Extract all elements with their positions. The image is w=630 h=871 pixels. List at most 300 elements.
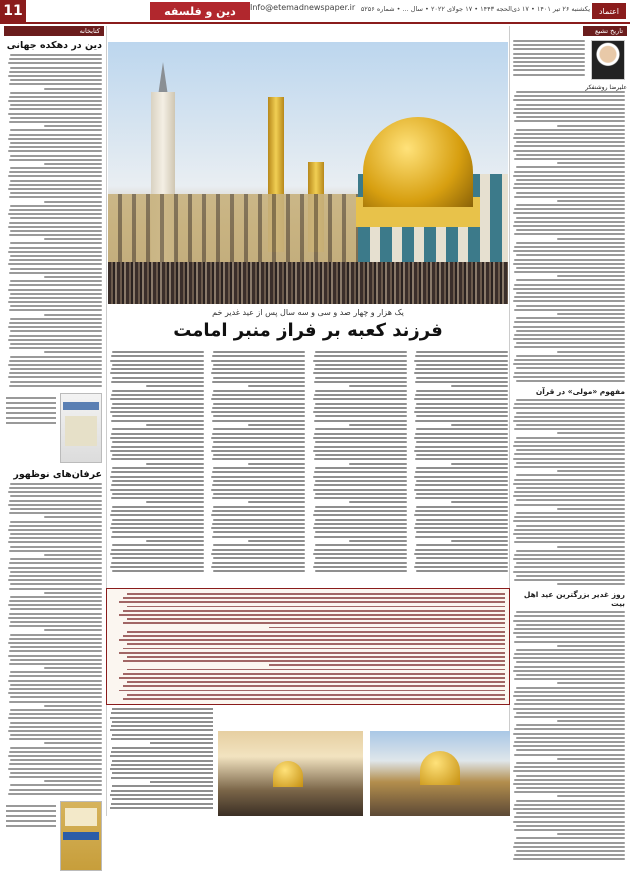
text-line [10,747,102,749]
text-line [513,745,625,747]
text-line [8,251,102,253]
text-line [111,562,204,564]
right-body-3 [509,611,627,860]
text-line [8,376,102,378]
text-line [212,394,305,396]
text-line [146,424,203,426]
text-line [10,268,102,270]
text-line [8,642,102,644]
text-line [110,807,213,809]
text-line [313,372,407,374]
headline: فرزند کعبه بر فراز منبر امامت [173,320,443,341]
text-line [516,724,625,726]
text-line [416,377,508,379]
text-line [10,558,102,560]
text-line [414,527,508,529]
crowd-photo [370,731,510,816]
highlight-box [106,588,510,705]
text-line [10,255,102,257]
text-line [112,454,204,456]
text-line [8,62,102,64]
text-line [315,415,407,417]
text-line [112,798,213,800]
text-line [414,437,508,439]
text-line [123,648,505,650]
text-line [514,842,625,844]
text-line [9,196,102,198]
text-line [112,403,204,405]
text-line [414,553,508,555]
text-line [10,318,102,320]
text-line [516,192,625,194]
text-line [315,454,407,456]
text-line [44,351,102,353]
text-line [110,553,204,555]
text-line [9,726,102,728]
text-line [514,246,625,248]
text-line [213,377,305,379]
text-line [557,645,625,647]
text-line [212,420,305,422]
text-line [211,489,305,491]
text-line [8,768,102,770]
text-line [415,420,508,422]
text-line [516,367,625,369]
text-line [119,639,505,641]
text-line [516,762,625,764]
text-line [514,321,625,323]
text-line [10,734,102,736]
text-line [315,557,407,559]
text-line [9,134,102,136]
text-line [514,271,625,273]
text-line [313,476,407,478]
text-line [9,58,102,60]
text-line [514,579,625,581]
text-line [10,67,102,69]
text-line [513,695,625,697]
text-line [9,222,102,224]
text-line [111,738,213,740]
text-line [10,508,102,510]
text-line [8,717,102,719]
text-line [127,656,505,658]
right-column [509,26,627,816]
text-line [314,381,407,383]
text-line [8,150,102,152]
text-line [111,536,204,538]
text-line [248,501,305,503]
text-line [516,800,625,802]
intro-text [511,40,587,80]
text-line [112,772,213,774]
text-line [514,466,625,468]
text-line [315,351,407,353]
text-line [415,433,508,435]
text-line [513,533,625,535]
text-line [9,360,102,362]
text-line [513,175,625,177]
text-line [123,673,505,675]
text-line [513,300,625,302]
text-line [557,162,625,164]
text-line [8,75,102,77]
text-line [516,229,625,231]
text-line [513,112,625,114]
text-line [8,175,102,177]
text-line [9,385,102,387]
text-line [514,854,625,856]
text-line [10,759,102,761]
text-line [9,625,102,627]
text-line [10,280,102,282]
book-cover-image [60,393,102,463]
text-line [8,793,102,795]
text-line [513,338,625,340]
text-line [110,566,204,568]
text-line [8,188,102,190]
text-line [44,742,102,744]
text-line [414,450,508,452]
text-line [213,364,305,366]
text-line [514,95,625,97]
page-number: 11 [0,0,26,22]
text-line [416,480,508,482]
text-line [314,446,407,448]
text-line [415,523,508,525]
text-line [514,541,625,543]
text-line [44,163,102,165]
text-line [111,777,213,779]
text-line [119,614,505,616]
text-line [213,519,305,521]
text-line [213,467,305,469]
text-line [10,92,102,94]
right-body-2 [509,399,627,585]
text-line [10,205,102,207]
text-line [513,445,625,447]
book-info [6,393,56,463]
text-line [10,104,102,106]
text-line [314,536,407,538]
text-line [110,729,213,731]
text-line [112,557,204,559]
text-line [8,326,102,328]
text-line [9,347,102,349]
text-line [10,722,102,724]
text-line [212,484,305,486]
text-line [314,394,407,396]
text-line [314,368,407,370]
text-line [211,450,305,452]
text-line [514,653,625,655]
text-line [10,684,102,686]
text-line [10,242,102,244]
text-line [516,462,625,464]
text-line [127,681,505,683]
text-line [557,720,625,722]
text-line [8,289,102,291]
text-line [513,520,625,522]
text-column [311,351,407,586]
text-line [514,703,625,705]
text-line [513,821,625,823]
text-line [349,463,406,465]
text-line [313,553,407,555]
text-line [513,808,625,810]
text-line [451,424,508,426]
text-line [9,259,102,261]
text-line [112,377,204,379]
text-line [514,491,625,493]
text-line [315,506,407,508]
text-line [516,550,625,552]
text-line [146,385,203,387]
text-line [212,433,305,435]
text-line [9,600,102,602]
text-line [315,403,407,405]
text-line [9,322,102,324]
text-line [514,516,625,518]
text-line [112,493,204,495]
text-line [414,411,508,413]
text-line [314,497,407,499]
text-line [514,145,625,147]
text-line [10,129,102,131]
text-line [9,575,102,577]
text-line [111,484,204,486]
text-line [513,632,625,634]
text-line [111,523,204,525]
text-line [8,617,102,619]
history-tag: تاریخ تشیع [583,26,627,36]
text-line [10,696,102,698]
text-line [514,133,625,135]
text-line [9,335,102,337]
dateline: یکشنبه ۲۶ تیر ۱۴۰۱ • ۱۷ ذی‌الحجه ۱۴۴۳ • ۱۷ جولای ۲۰۲۲ • سال ... • شماره ۵۲۵۶ [360,5,590,13]
text-line [44,314,102,316]
text-line [110,372,204,374]
text-line [557,470,625,472]
text-line [516,424,625,426]
text-line [111,803,213,805]
text-line [9,272,102,274]
text-line [416,415,508,417]
text-line [516,242,625,244]
text-line [516,687,625,689]
text-line [516,525,625,527]
text-line [557,583,625,585]
text-line [269,627,505,629]
text-line [516,267,625,269]
text-line [514,691,625,693]
text-line [10,495,102,497]
text-line [514,529,625,531]
text-line [212,562,305,564]
text-line [211,566,305,568]
text-line [313,489,407,491]
text-line [8,339,102,341]
text-line [557,758,625,760]
text-line [516,636,625,638]
text-line [514,196,625,198]
text-line [8,529,102,531]
text-line [514,334,625,336]
text-line [9,500,102,502]
text-line [513,620,625,622]
text-line [8,113,102,115]
text-line [414,514,508,516]
text-line [416,570,508,572]
text-line [513,846,625,848]
text-line [9,512,102,514]
text-line [8,730,102,732]
text-line [513,571,625,573]
text-line [313,360,407,362]
text-line [513,363,625,365]
text-line [127,694,505,696]
text-line [112,428,204,430]
text-line [10,155,102,157]
text-line [9,688,102,690]
text-line [111,471,204,473]
text-line [111,368,204,370]
text-line [10,343,102,345]
text-line [127,606,505,608]
author-block [511,40,625,80]
text-line [9,171,102,173]
text-line [315,377,407,379]
text-line [516,487,625,489]
text-line [9,525,102,527]
text-line [10,142,102,144]
text-line [516,624,625,626]
text-line [110,717,213,719]
text-line [8,263,102,265]
text-line [315,531,407,533]
text-line [349,424,406,426]
text-line [416,364,508,366]
text-line [111,712,213,714]
main-story [108,26,508,816]
text-line [9,663,102,665]
text-line [415,407,508,409]
text-line [8,364,102,366]
library-tag: کتابخانه [4,26,104,36]
text-line [213,390,305,392]
text-line [111,433,204,435]
text-line [557,682,625,684]
text-line [314,355,407,357]
text-line [146,540,203,542]
text-line [9,372,102,374]
text-line [212,536,305,538]
text-line [315,570,407,572]
text-line [513,733,625,735]
text-line [416,428,508,430]
text-line [415,510,508,512]
text-line [415,458,508,460]
text-line [414,489,508,491]
text-line [248,463,305,465]
text-line [44,201,102,203]
article-body [4,54,104,387]
text-line [123,635,505,637]
text-line [8,755,102,757]
text-line [557,238,625,240]
text-line [416,493,508,495]
text-line [213,570,305,572]
text-line [514,416,625,418]
text-line [44,705,102,707]
text-line [516,611,625,613]
text-line [557,200,625,202]
text-line [513,420,625,422]
text-line [514,504,625,506]
text-line [414,360,508,362]
text-line [112,544,204,546]
text-line [8,541,102,543]
text-line [150,742,213,744]
text-line [9,71,102,73]
text-line [44,780,102,782]
text-line [516,449,625,451]
text-line [416,557,508,559]
text-line [9,83,102,85]
text-line [415,368,508,370]
text-line [127,669,505,671]
text-line [9,701,102,703]
text-line [10,596,102,598]
text-line [516,104,625,106]
text-line [514,208,625,210]
text-line [9,650,102,652]
text-line [119,690,505,692]
text-line [8,301,102,303]
text-line [9,713,102,715]
text-line [9,159,102,161]
text-line [414,476,508,478]
text-line [10,659,102,661]
text-line [514,666,625,668]
text-line [516,399,625,401]
text-line [112,351,204,353]
text-line [8,692,102,694]
text-line [110,398,204,400]
text-line [127,618,505,620]
text-line [110,514,204,516]
text-line [127,593,505,595]
text-line [514,716,625,718]
text-line [9,675,102,677]
text-line [514,754,625,756]
text-line [516,749,625,751]
text-line [513,783,625,785]
text-line [9,776,102,778]
text-line [9,751,102,753]
text-line [112,506,204,508]
text-line [9,562,102,564]
text-line [211,514,305,516]
text-line [110,489,204,491]
text-line [269,664,505,666]
text-line [514,403,625,405]
text-line [111,751,213,753]
text-line [9,763,102,765]
text-line [9,121,102,123]
text-line [8,655,102,657]
text-line [513,558,625,560]
